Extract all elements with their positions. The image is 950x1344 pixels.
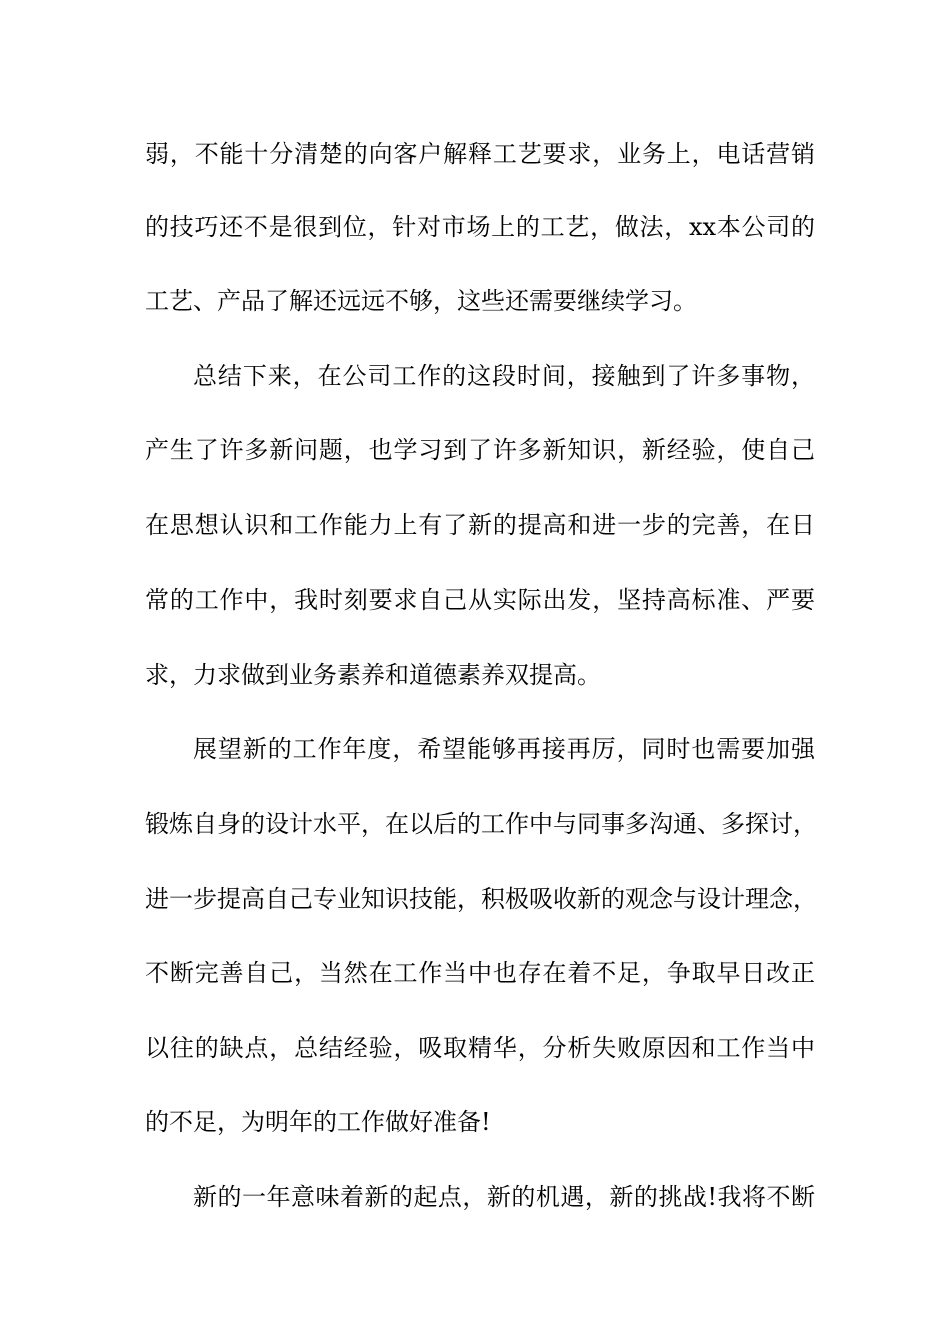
- paragraph-line: 常的工作中，我时刻要求自己从实际出发，坚持高标准、严要: [145, 586, 815, 614]
- paragraph-line: 以往的缺点，总结经验，吸取精华，分析失败原因和工作当中: [145, 1034, 815, 1062]
- paragraph-line: 展望新的工作年度，希望能够再接再厉，同时也需要加强: [193, 735, 815, 763]
- paragraph-line: 工艺、产品了解还远远不够，这些还需要继续学习。: [145, 287, 697, 315]
- paragraph-line: 求，力求做到业务素养和道德素养双提高。: [145, 661, 601, 689]
- paragraph-line: 的不足，为明年的工作做好准备!: [145, 1108, 491, 1136]
- paragraph-line: 锻炼自身的设计水平，在以后的工作中与同事多沟通、多探讨，: [145, 810, 817, 838]
- paragraph-line: 总结下来，在公司工作的这段时间，接触到了许多事物，: [193, 362, 815, 390]
- paragraph-line: 不断完善自己，当然在工作当中也存在着不足，争取早日改正: [145, 959, 815, 987]
- paragraph-line: 的技巧还不是很到位，针对市场上的工艺，做法，xx本公司的: [145, 213, 815, 241]
- paragraph-line: 产生了许多新问题，也学习到了许多新知识，新经验，使自己: [145, 436, 815, 464]
- paragraph-line: 在思想认识和工作能力上有了新的提高和进一步的完善，在日: [145, 511, 815, 539]
- paragraph-line: 弱，不能十分清楚的向客户解释工艺要求，业务上，电话营销: [145, 140, 815, 168]
- paragraph-line: 进一步提高自己专业知识技能，积极吸收新的观念与设计理念，: [145, 885, 817, 913]
- paragraph-line: 新的一年意味着新的起点，新的机遇，新的挑战!我将不断: [193, 1183, 815, 1211]
